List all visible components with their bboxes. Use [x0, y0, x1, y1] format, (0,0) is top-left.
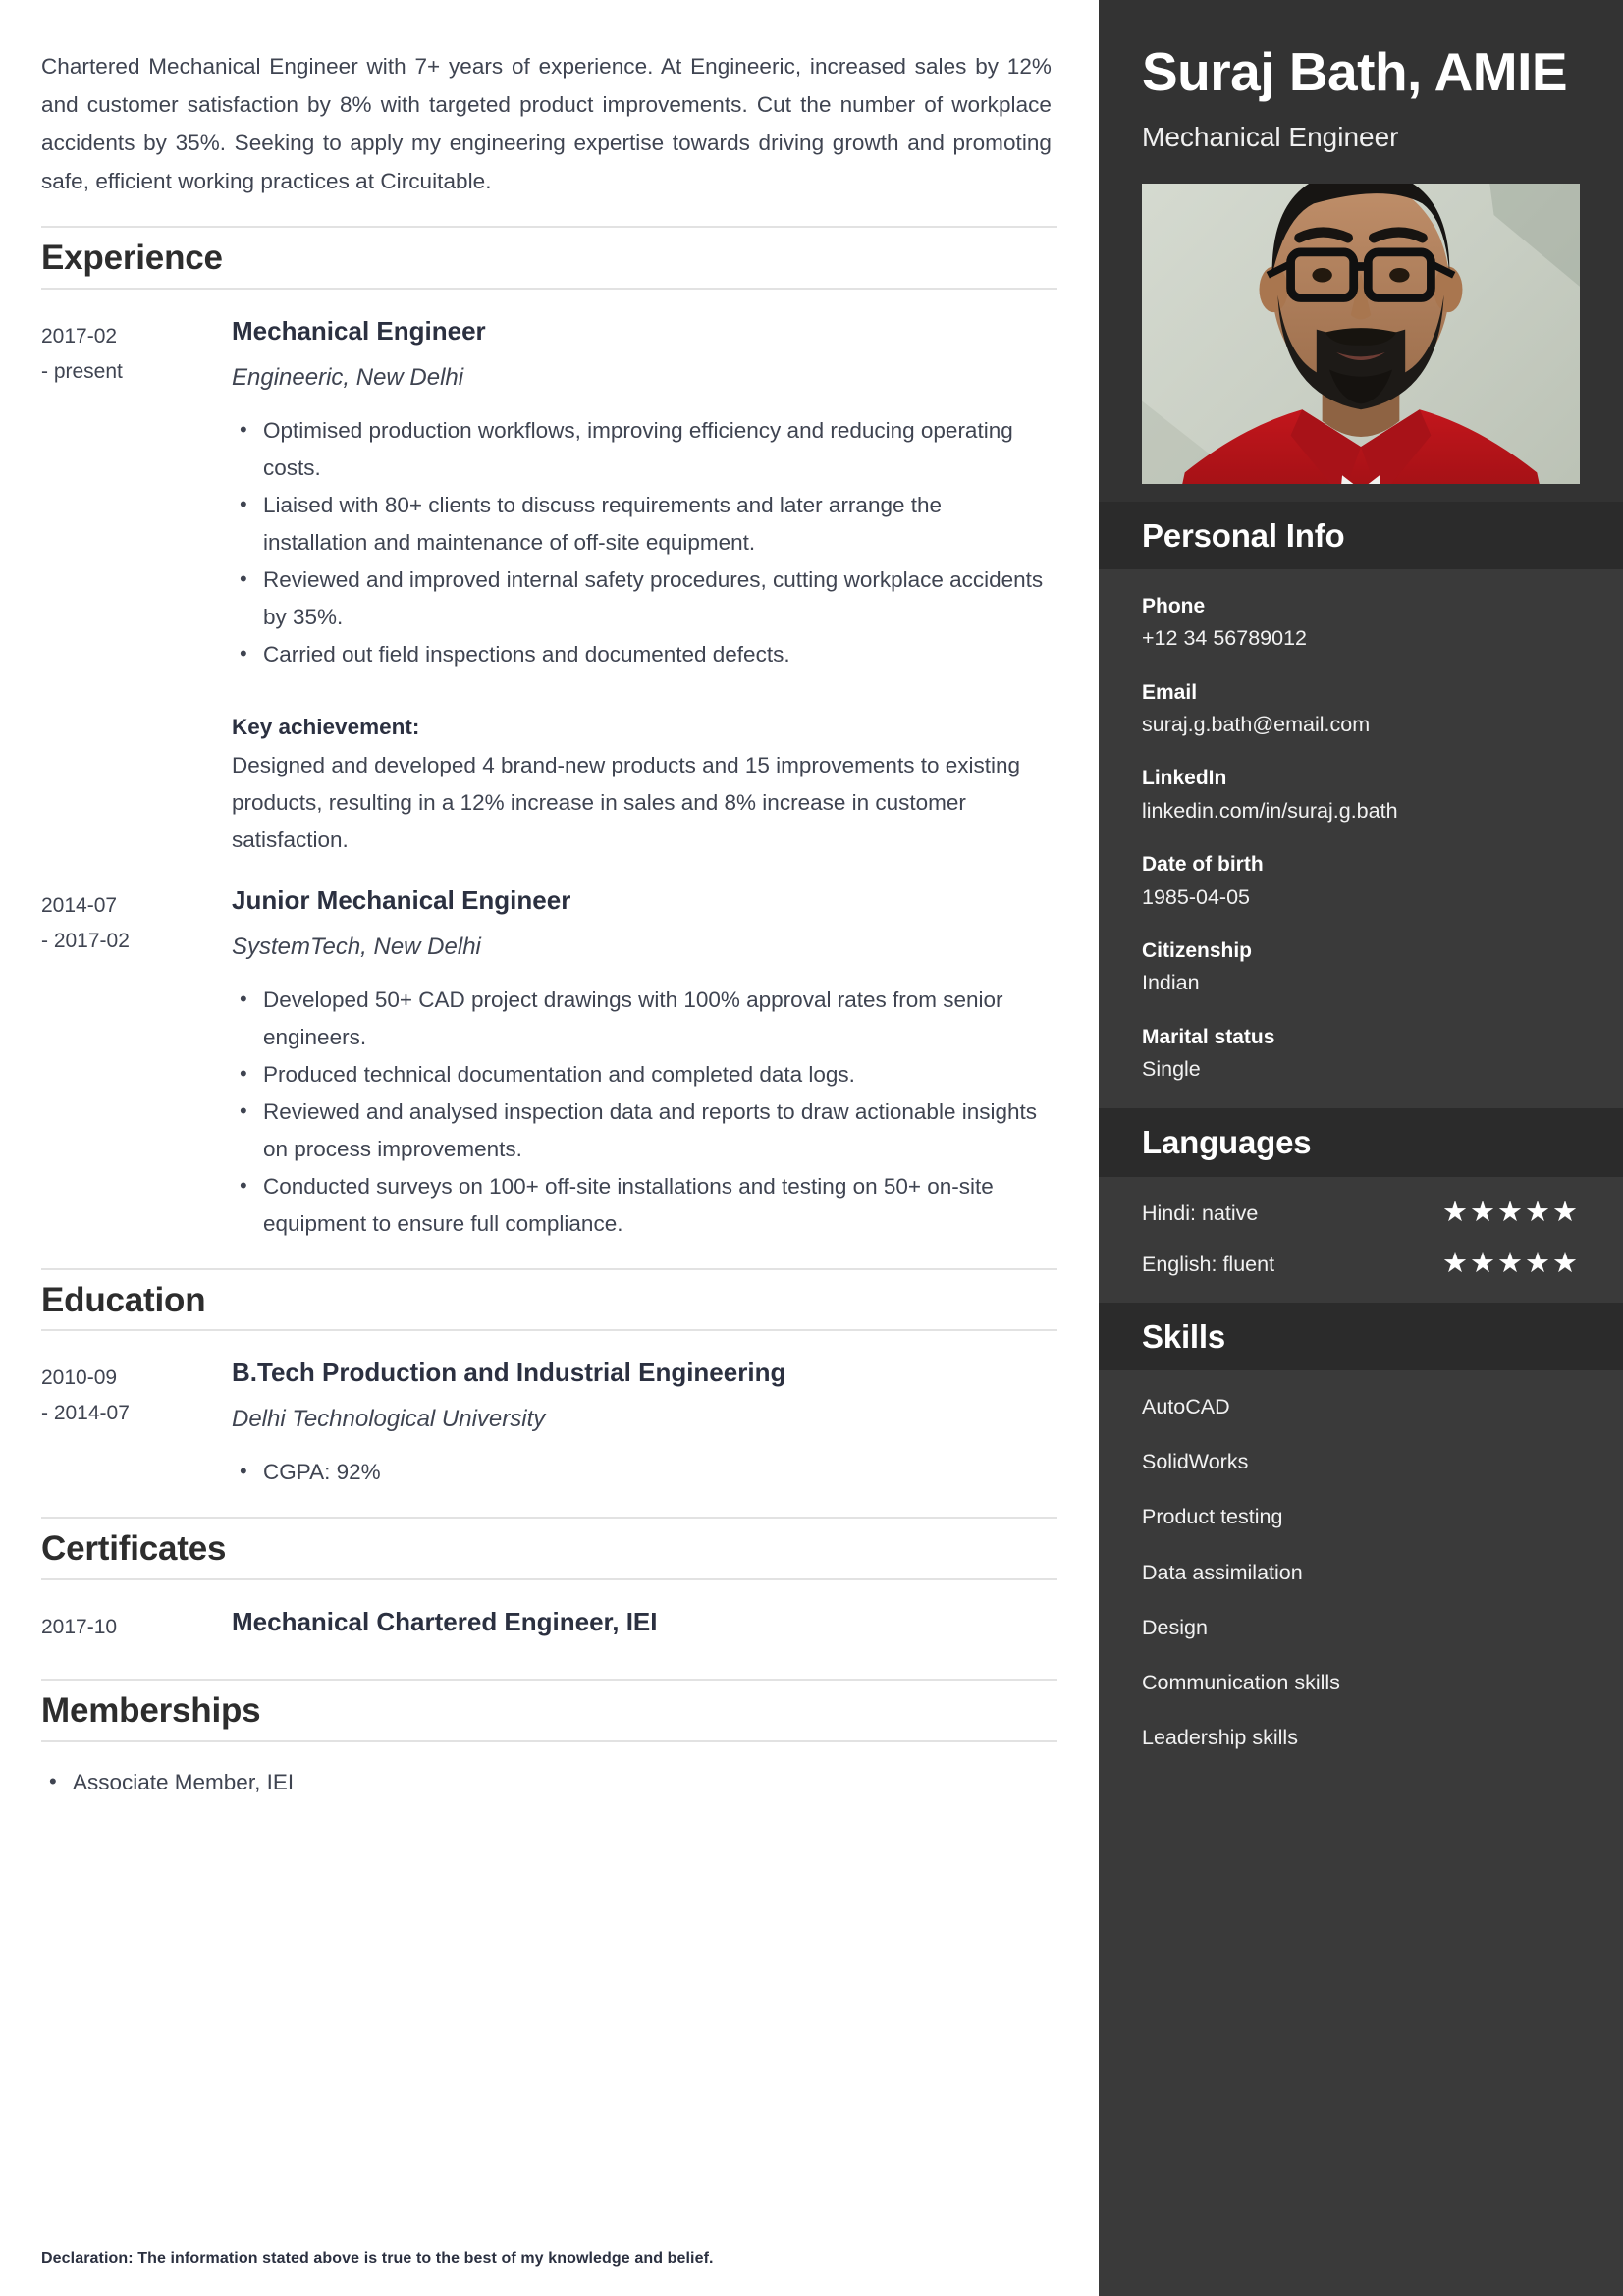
entry-body: [232, 1357, 1057, 1491]
section-title: Experience: [41, 239, 223, 277]
entry-body: [232, 315, 1057, 859]
info-value: +12 34 56789012: [1142, 626, 1307, 651]
info-value: linkedin.com/in/suraj.g.bath: [1142, 798, 1398, 823]
entry-date-from: 2017-10: [41, 1616, 118, 1639]
sidebar-name-block: [1099, 0, 1623, 184]
language-row: [1142, 1250, 1580, 1279]
star-rating-icon: ★★★★★: [1442, 1248, 1580, 1280]
info-label: LinkedIn: [1142, 767, 1227, 790]
skill-item: Design: [1142, 1615, 1208, 1639]
entry-job-title: Mechanical Engineer: [232, 315, 486, 346]
list-item: • Conducted surveys on 100+ off-site installations and testing on 50+ on-site equipment to ensure full compliance.: [232, 1168, 1050, 1243]
info-label: Citizenship: [1142, 938, 1253, 962]
section-experience: [41, 226, 1057, 1243]
info-value: 1985-04-05: [1142, 884, 1250, 909]
list-item: • Carried out field inspections and documented defects.: [232, 636, 1050, 673]
entry-degree-title: B.Tech Production and Industrial Engineering: [232, 1358, 786, 1388]
star-rating-icon: ★★★★★: [1442, 1197, 1580, 1229]
list-item: • Reviewed and analysed inspection data and reports to draw actionable insights on process improvements.: [232, 1094, 1050, 1168]
entry-dates: [41, 884, 232, 1243]
sidebar-section-title: Languages: [1142, 1124, 1312, 1161]
candidate-name: Suraj Bath, AMIE: [1142, 41, 1568, 102]
section-title: Memberships: [41, 1691, 261, 1730]
language-label: Hindi: native: [1142, 1201, 1259, 1225]
experience-entry: [41, 315, 1057, 859]
key-achievement-label: Key achievement:: [232, 714, 420, 739]
language-label: English: fluent: [1142, 1252, 1275, 1276]
personal-info-item-citizenship: [1142, 935, 1580, 999]
list-item: • Liaised with 80+ clients to discuss requirements and later arrange the installation and maintenance of off-site equipment.: [232, 487, 1050, 561]
section-header-certificates: [41, 1517, 1057, 1580]
personal-info-item-linkedin: [1142, 763, 1580, 827]
info-value: Single: [1142, 1057, 1201, 1082]
sidebar-section-header-languages: [1099, 1108, 1623, 1176]
section-header-education: [41, 1268, 1057, 1332]
entry-date-to: - 2014-07: [41, 1402, 130, 1425]
list-item: • CGPA: 92%: [232, 1454, 1050, 1491]
candidate-role: Mechanical Engineer: [1142, 122, 1399, 153]
info-value: Indian: [1142, 971, 1200, 995]
skill-item: Data assimilation: [1142, 1560, 1303, 1584]
section-education: [41, 1268, 1057, 1492]
list-item: • Produced technical documentation and completed data logs.: [232, 1056, 1050, 1094]
section-certificates: [41, 1517, 1057, 1653]
entry-bullet-list: [232, 412, 1050, 673]
entry-body: [232, 1606, 1057, 1653]
entry-date-from: 2017-02: [41, 324, 118, 347]
key-achievement-text: Designed and developed 4 brand-new products and 15 improvements to existing products, resulting in a 12% increase in sales and 8% increase in customer satisfaction.: [232, 752, 1021, 852]
certificate-entry: [41, 1606, 1057, 1653]
entry-body: [232, 884, 1057, 1243]
sidebar-section-body-personal-info: [1099, 569, 1623, 1109]
skill-item: Leadership skills: [1142, 1725, 1298, 1749]
personal-info-item-marital-status: [1142, 1022, 1580, 1086]
info-label: Marital status: [1142, 1025, 1275, 1048]
sidebar-section-header-skills: [1099, 1303, 1623, 1370]
info-value: suraj.g.bath@email.com: [1142, 713, 1371, 737]
education-entry: [41, 1357, 1057, 1491]
skill-item: AutoCAD: [1142, 1395, 1230, 1419]
skill-item: Communication skills: [1142, 1670, 1340, 1694]
key-achievement-block: [232, 711, 1050, 859]
entry-company: SystemTech, New Delhi: [232, 933, 481, 960]
section-memberships: [41, 1679, 1057, 1801]
entry-date-from: 2010-09: [41, 1366, 118, 1390]
sidebar-section-body-languages: [1099, 1177, 1623, 1303]
info-label: Date of birth: [1142, 853, 1264, 877]
info-label: Phone: [1142, 594, 1206, 617]
sidebar-section-header-personal-info: [1099, 502, 1623, 569]
avatar: [1142, 184, 1580, 484]
entry-job-title: Junior Mechanical Engineer: [232, 884, 571, 915]
entry-date-to: - present: [41, 359, 123, 383]
list-item: • Associate Member, IEI: [41, 1764, 1057, 1801]
portrait-photo-icon: [1142, 184, 1580, 484]
sidebar-section-title: Personal Info: [1142, 516, 1345, 554]
section-title: Education: [41, 1280, 206, 1319]
sidebar-section-body-skills: [1099, 1370, 1623, 1778]
info-label: Email: [1142, 680, 1198, 704]
language-row: [1142, 1199, 1580, 1228]
personal-info-item-date-of-birth: [1142, 849, 1580, 913]
entry-bullet-list: [232, 982, 1050, 1243]
entry-date-to: - 2017-02: [41, 929, 130, 952]
declaration-text: Declaration: The information stated above is true to the best of my knowledge and belief.: [41, 2250, 714, 2267]
section-header-memberships: [41, 1679, 1057, 1742]
entry-dates: [41, 1357, 232, 1491]
section-title: Certificates: [41, 1529, 227, 1569]
sidebar-section-title: Skills: [1142, 1317, 1226, 1355]
photo-container: [1099, 184, 1623, 502]
entry-company: Engineeric, New Delhi: [232, 363, 464, 391]
entry-dates: [41, 1606, 232, 1653]
section-header-experience: [41, 226, 1057, 290]
resume-sidebar: [1099, 0, 1623, 2296]
list-item: • Optimised production workflows, improving efficiency and reducing operating costs.: [232, 412, 1050, 487]
entry-certificate-title: Mechanical Chartered Engineer, IEI: [232, 1607, 658, 1637]
entry-institution: Delhi Technological University: [232, 1406, 546, 1433]
entry-date-from: 2014-07: [41, 893, 118, 917]
entry-dates: [41, 315, 232, 859]
experience-entry: [41, 884, 1057, 1243]
list-item: • Reviewed and improved internal safety procedures, cutting workplace accidents by 35%.: [232, 561, 1050, 636]
list-item: • Developed 50+ CAD project drawings with 100% approval rates from senior engineers.: [232, 982, 1050, 1056]
professional-summary: Chartered Mechanical Engineer with 7+ years of experience. At Engineeric, increased sales by 12% and customer satisfaction by 8% with targeted product improvements. Cut the number of workplace accidents by 35%. Seeking to apply my engineering expertise towards driving growth and promoting safe, efficient working practices at Circuitable.: [41, 54, 1052, 193]
skill-item: Product testing: [1142, 1505, 1283, 1529]
memberships-list: [41, 1764, 1057, 1801]
personal-info-item-email: [1142, 677, 1580, 741]
skill-item: SolidWorks: [1142, 1450, 1249, 1474]
personal-info-item-phone: [1142, 591, 1580, 655]
entry-bullet-list: [232, 1454, 1050, 1491]
